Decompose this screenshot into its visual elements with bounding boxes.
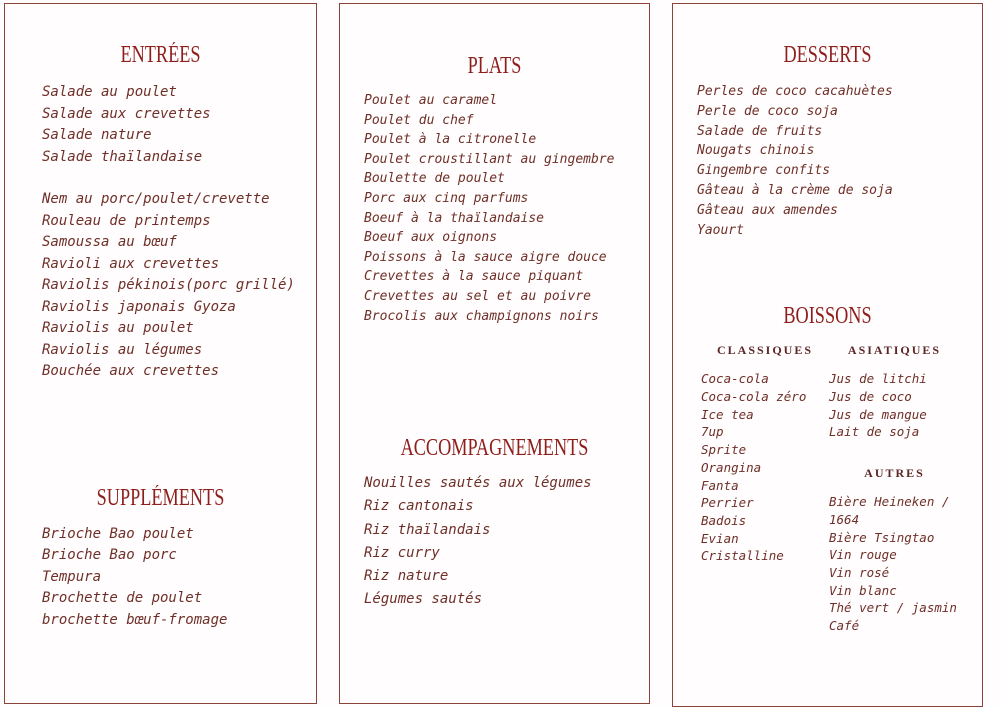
menu-item: Gâteau à la crème de soja bbox=[697, 182, 893, 198]
menu-item: Bière Tsingtao bbox=[829, 529, 935, 545]
menu-item: Crevettes au sel et au poivre bbox=[364, 288, 591, 304]
entrees-salades-list bbox=[5, 82, 316, 168]
menu-item: Cristalline bbox=[701, 548, 784, 564]
menu-item: Lait de soja bbox=[829, 424, 920, 440]
menu-panel-mains bbox=[339, 3, 650, 704]
menu-item: 7up bbox=[701, 424, 724, 440]
menu-panel-starters bbox=[4, 3, 317, 704]
menu-item: Ravioli aux crevettes bbox=[42, 255, 220, 272]
menu-item: Raviolis au légumes bbox=[42, 341, 203, 358]
menu-item: Brioche Bao porc bbox=[42, 547, 177, 563]
autres-list bbox=[829, 493, 960, 635]
menu-item: Brocolis aux champignons noirs bbox=[364, 308, 599, 324]
menu-item: Salade thaïlandaise bbox=[42, 148, 203, 165]
menu-item: Riz cantonais bbox=[364, 498, 474, 515]
asiatiques-list bbox=[829, 370, 960, 441]
menu-item: Jus de litchi bbox=[829, 371, 927, 387]
drinks-columns bbox=[673, 342, 982, 634]
menu-item: Nougats chinois bbox=[697, 143, 815, 159]
subsection-title-classiques: CLASSIQUES bbox=[716, 343, 814, 358]
menu-item: Evian bbox=[701, 530, 739, 546]
menu-item: Raviolis pékinois(porc grillé) bbox=[42, 277, 295, 293]
plats-list bbox=[340, 91, 649, 326]
menu-item: Riz curry bbox=[364, 544, 440, 561]
supplements-list bbox=[5, 524, 316, 632]
menu-item: Vin blanc bbox=[829, 582, 897, 598]
menu-item: Poissons à la sauce aigre douce bbox=[364, 249, 607, 265]
menu-item: Raviolis au poulet bbox=[42, 320, 194, 336]
menu-item: Coca-cola bbox=[701, 371, 769, 387]
menu-item: Fanta bbox=[701, 477, 739, 493]
menu-item: Gingembre confits bbox=[697, 163, 831, 179]
menu-item: Salade au poulet bbox=[42, 84, 177, 100]
menu-item: Salade nature bbox=[42, 127, 152, 143]
menu-item: Poulet au caramel bbox=[364, 93, 498, 108]
menu-item: Gâteau aux amendes bbox=[697, 202, 838, 218]
menu-item: Perle de coco soja bbox=[697, 103, 838, 119]
menu-item: Tempura bbox=[42, 568, 102, 585]
menu-item: Jus de coco bbox=[829, 389, 912, 405]
menu-item: brochette bœuf-fromage bbox=[42, 611, 228, 628]
menu-item: Légumes sautés bbox=[364, 591, 483, 608]
section-title-accompagnements: ACCOMPAGNEMENTS bbox=[400, 435, 589, 462]
menu-item: Salade aux crevettes bbox=[42, 105, 211, 122]
section-title-supplements: SUPPLÉMENTS bbox=[96, 484, 225, 511]
menu-item: Nouilles sautés aux légumes bbox=[364, 475, 592, 492]
classiques-list bbox=[701, 370, 829, 565]
menu-panel-desserts-drinks bbox=[672, 3, 983, 707]
subsection-title-autres: AUTRES bbox=[864, 466, 925, 481]
subsection-title-asiatiques: ASIATIQUES bbox=[847, 343, 942, 358]
menu-item: Yaourt bbox=[697, 222, 744, 238]
menu-item: Poulet croustillant au gingembre bbox=[364, 151, 615, 167]
section-title-entrees: ENTRÉES bbox=[120, 42, 201, 68]
menu-item: Boeuf aux oignons bbox=[364, 230, 498, 246]
menu-item: Orangina bbox=[701, 459, 762, 475]
menu-item: Riz nature bbox=[364, 567, 449, 584]
drinks-column-classiques bbox=[673, 342, 829, 634]
menu-item: Jus de mangue bbox=[829, 406, 927, 422]
menu-item: Café bbox=[829, 618, 860, 634]
menu-item: Boeuf à la thaïlandaise bbox=[364, 210, 545, 226]
menu-item: Poulet du chef bbox=[364, 112, 474, 128]
entrees-specialites-list bbox=[5, 189, 316, 383]
menu-item: Vin rosé bbox=[829, 565, 890, 580]
menu-item: Bouchée aux crevettes bbox=[42, 363, 220, 379]
menu-item: Porc aux cinq parfums bbox=[364, 190, 529, 206]
menu-item: Ice tea bbox=[701, 406, 754, 422]
menu-item: Crevettes à la sauce piquant bbox=[364, 269, 584, 285]
menu-item: Salade de fruits bbox=[697, 123, 823, 139]
menu-item: Nem au porc/poulet/crevette bbox=[42, 191, 270, 207]
menu-item: Perrier bbox=[701, 495, 754, 511]
section-title-desserts: DESSERTS bbox=[783, 42, 872, 68]
menu-item: 1664 bbox=[829, 511, 860, 527]
menu-item: Poulet à la citronelle bbox=[364, 132, 537, 148]
menu-item: Riz thaïlandais bbox=[364, 521, 491, 538]
drinks-column-asiatiques-autres bbox=[829, 342, 982, 634]
menu-item: Thé vert / jasmin bbox=[829, 600, 957, 616]
menu-item: Rouleau de printemps bbox=[42, 212, 211, 229]
menu-item: Sprite bbox=[701, 442, 747, 458]
menu-item: Coca-cola zéro bbox=[701, 389, 807, 405]
menu-item: Samoussa au bœuf bbox=[42, 234, 177, 250]
menu-item: Bière Heineken / bbox=[829, 494, 950, 510]
menu-item: Badois bbox=[701, 513, 747, 528]
menu-item: Raviolis japonais Gyoza bbox=[42, 298, 236, 315]
accompagnements-list bbox=[340, 472, 649, 611]
desserts-list bbox=[673, 82, 982, 240]
menu-item: Brochette de poulet bbox=[42, 590, 203, 606]
section-title-plats: PLATS bbox=[467, 53, 522, 79]
menu-item: Boulette de poulet bbox=[364, 171, 505, 187]
section-title-boissons: BOISSONS bbox=[783, 303, 872, 330]
menu-item: Perles de coco cacahuètes bbox=[697, 84, 893, 99]
menu-item: Brioche Bao poulet bbox=[42, 525, 194, 542]
menu-item: Vin rouge bbox=[829, 547, 897, 563]
